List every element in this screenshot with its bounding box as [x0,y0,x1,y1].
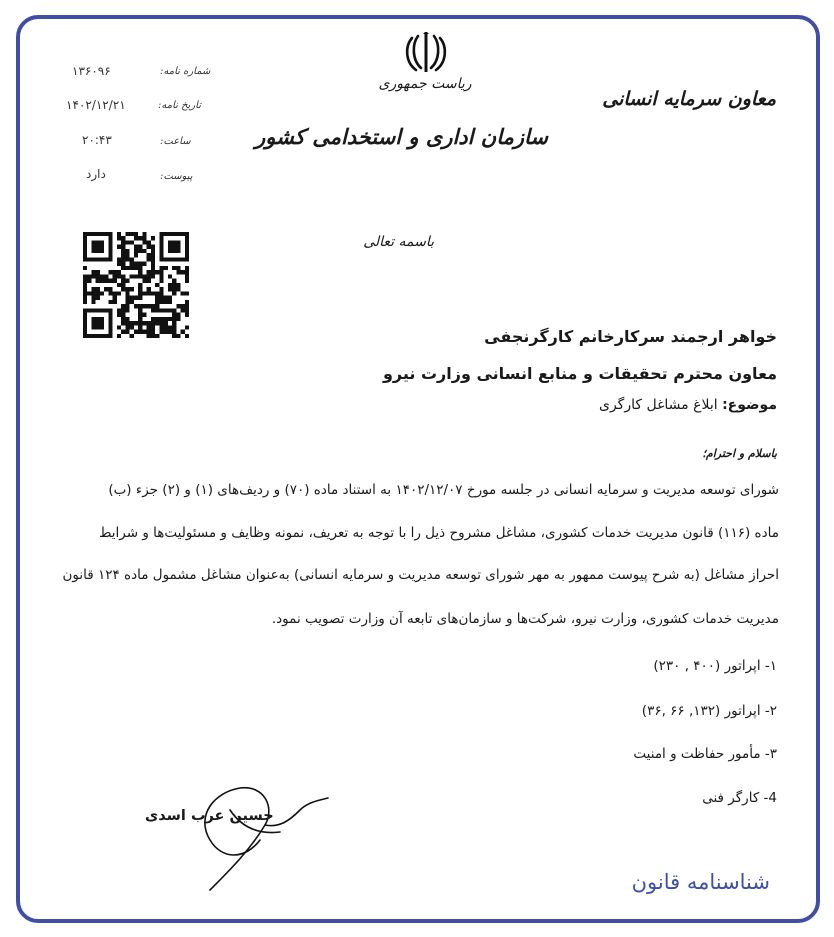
subject-label: موضوع: [722,397,777,413]
date-label: تاریخ نامه: [158,100,201,111]
subject-line [599,397,777,413]
attachment-value: دارد [86,167,106,181]
addressee-line-2: معاون محترم تحقیقات و منابع انسانی وزارت نیرو [382,364,777,383]
iran-emblem-icon [403,32,449,76]
presidency-title: ریاست جمهوری [378,76,472,92]
list-item: 4- کارگر فنی [702,790,777,806]
subject-text: ابلاغ مشاغل کارگری [599,397,718,413]
body-line: مدیریت خدمات کشوری، وزارت نیرو، شرکت‌ها و سازمان‌های تابعه آن وزارت تصویب نمود. [271,611,779,627]
body-line: شورای توسعه مدیریت و سرمایه انسانی در جلسه مورخ ۱۴۰۲/۱۲/۰۷ به استناد ماده (۷۰) و ردیف‌های (۱) و (۲) جزء (ب) [108,482,779,498]
qr-code-icon [83,232,189,338]
attachment-label: پیوست: [160,171,193,182]
list-item: ۲- اپراتور (۱۳۲, ۶۶ ,۳۶) [641,703,777,719]
time-value: ۲۰:۴۳ [82,133,112,147]
body-line: ماده (۱۱۶) قانون مدیریت خدمات کشوری، مشاغل مشروح ذیل را با توجه به تعریف، نمونه وظایف و مسئولیت‌ها و شرایط [98,525,779,541]
footer-brand: شناسنامه قانون [631,870,770,894]
greeting: باسلام و احترام؛ [702,447,777,460]
signer-name: حسین عرب اسدی [145,808,274,824]
signature-icon [170,780,340,900]
date-value: ۱۴۰۲/۱۲/۲۱ [66,98,126,112]
time-label: ساعت: [160,136,191,147]
addressee-line-1: خواهر ارجمند سرکارخانم کارگرنجفی [484,327,777,346]
list-item: ۱- اپراتور (۴۰۰ , ۲۳۰) [653,658,777,674]
deputy-title: معاون سرمایه انسانی [602,88,776,110]
number-value: ۱۳۶۰۹۶ [72,64,111,78]
number-label: شماره نامه: [160,66,211,77]
organization-title: سازمان اداری و استخدامی کشور [255,124,548,149]
list-item: ۳- مأمور حفاظت و امنیت [633,746,777,762]
document-frame [16,15,820,923]
body-line: احراز مشاغل (به شرح پیوست ممهور به مهر شورای توسعه مدیریت و سرمایه انسانی) به‌عنوان مشاغل مشمول ماده ۱۲۴ قانون [62,567,779,583]
bismillah: باسمه تعالی [363,234,434,250]
